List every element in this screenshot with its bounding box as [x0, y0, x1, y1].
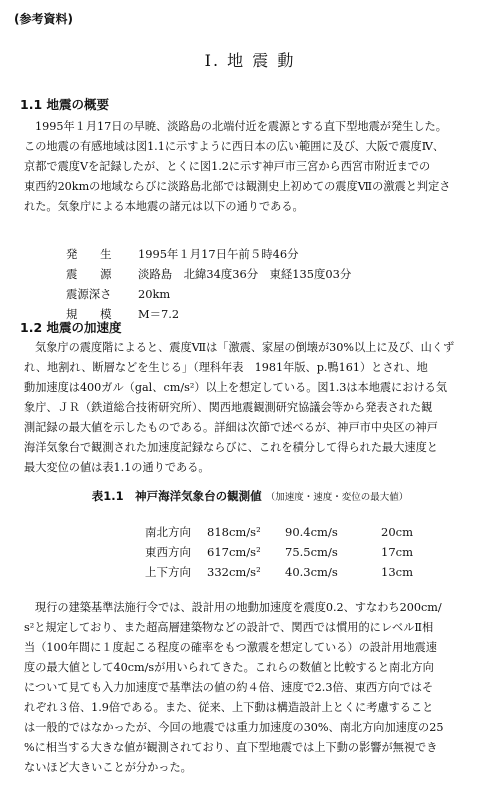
observation-table [145, 522, 427, 582]
paragraph-line: 京都で震度Ⅴを記録したが、とくに図1.2に示す神戸市三宮から西宮市附近までの [24, 160, 431, 173]
displacement-cell: 20cm [381, 525, 413, 539]
paragraph-line: 測記録の最大値を示したものである。詳細は次節で述べるが、神戸市中央区の神戸 [24, 421, 438, 434]
table-subtitle: （加速度・速度・変位の最大値） [265, 492, 409, 503]
paragraph-line: 象庁、ＪＲ（鉄道総合技術研究所）、関西地震観測研究協議会等から発表された観 [24, 401, 433, 414]
spec-label: 発 生 [66, 247, 112, 261]
table-row [145, 522, 427, 542]
spec-value: M＝7.2 [138, 307, 180, 321]
spec-label: 震 源 [66, 267, 112, 281]
paragraph-line: れ、地割れ、断層などを生じる」（理科年表 1981年版、p.鴨161）とされ、地 [24, 361, 428, 374]
paragraph-line: 動加速度は400ガル（gal、cm/s²）以上を想定している。図1.3は本地震における気 [24, 381, 448, 394]
paragraph-line: 東西約20kmの地域ならびに淡路島北部では観測史上初めての震度Ⅶの激震と判定さ [24, 180, 451, 193]
paragraph-line: 気象庁の震度階によると、震度Ⅶは「激震、家屋の倒壊が30%以上に及び、山くず [35, 341, 455, 354]
paragraph-line: 1995年１月17日の早暁、淡路島の北端付近を震源とする直下型地震が発生した。 [35, 120, 447, 133]
table-row [145, 542, 427, 562]
acceleration-paragraph [24, 338, 486, 478]
spec-row [66, 264, 351, 284]
spec-value: 20km [138, 287, 171, 301]
spec-value: 淡路島 北緯34度36分 東経135度03分 [138, 267, 352, 281]
table-caption: 表1.1 神戸海洋気象台の観測値 [91, 489, 262, 503]
table-title [0, 488, 500, 504]
earthquake-specs [66, 244, 351, 324]
acceleration-cell: 617cm/s² [207, 545, 261, 559]
table-row [145, 562, 427, 582]
paragraph-line: れぞれ３倍、1.9倍である。また、従来、上下動は構造設計上とくに考慮すること [24, 701, 434, 714]
section-heading-overview: 1.1 地震の概要 [20, 97, 109, 112]
paragraph-line: れた。気象庁による本地震の諸元は以下の通りである。 [24, 200, 304, 213]
spec-row [66, 244, 351, 264]
velocity-cell: 40.3cm/s [285, 565, 338, 579]
direction-cell: 上下方向 [145, 565, 191, 579]
acceleration-cell: 818cm/s² [207, 525, 261, 539]
section-heading-acceleration: 1.2 地震の加速度 [20, 320, 122, 335]
paragraph-line: は一般的ではなかったが、今回の地震では重力加速度の30%、南北方向加速度の25 [24, 721, 444, 734]
spec-label: 震源深さ [66, 287, 112, 301]
spec-label: 規 模 [66, 307, 112, 321]
spec-value: 1995年１月17日午前５時46分 [138, 247, 299, 261]
paragraph-line: について見ても入力加速度で基準法の値の約４倍、速度で2.3倍、東西方向ではそ [24, 681, 434, 694]
direction-cell: 東西方向 [145, 545, 191, 559]
paragraph-line: この地震の有感地域は図1.1に示すように西日本の広い範囲に及び、大阪で震度Ⅳ、 [24, 140, 445, 153]
direction-cell: 南北方向 [145, 525, 191, 539]
paragraph-line: %に相当する大きな値が観測されており、直下型地震では上下動の影響が無視でき [24, 741, 438, 754]
paragraph-line: 現行の建築基準法施行令では、設計用の地動加速度を震度0.2、すなわち200cm/ [35, 601, 442, 614]
paragraph-line: 海洋気象台で観測された加速度記録ならびに、これを積分して得られた最大速度と [24, 441, 438, 454]
overview-paragraph [24, 117, 486, 217]
paragraph-line: 当（100年間に１度起こる程度の確率をもつ激震を想定している）の設計用地震速 [24, 641, 437, 654]
acceleration-cell: 332cm/s² [207, 565, 261, 579]
paragraph-line: 最大変位の値は表1.1の通りである。 [24, 461, 210, 474]
paragraph-line: ないほど大きいことが分かった。 [24, 761, 192, 774]
displacement-cell: 17cm [381, 545, 413, 559]
displacement-cell: 13cm [381, 565, 413, 579]
velocity-cell: 75.5cm/s [285, 545, 338, 559]
page-title: I. 地 震 動 [204, 51, 296, 70]
velocity-cell: 90.4cm/s [285, 525, 338, 539]
spec-row [66, 284, 351, 304]
paragraph-line: s²と規定しており、また超高層建築物などの設計で、関西では慣用的にレベルⅡ相 [24, 621, 434, 634]
closing-paragraph [24, 598, 486, 778]
reference-tag: (参考資料) [14, 12, 73, 26]
paragraph-line: 度の最大値として40cm/sが用いられてきた。これらの数値と比較すると南北方向 [24, 661, 434, 674]
